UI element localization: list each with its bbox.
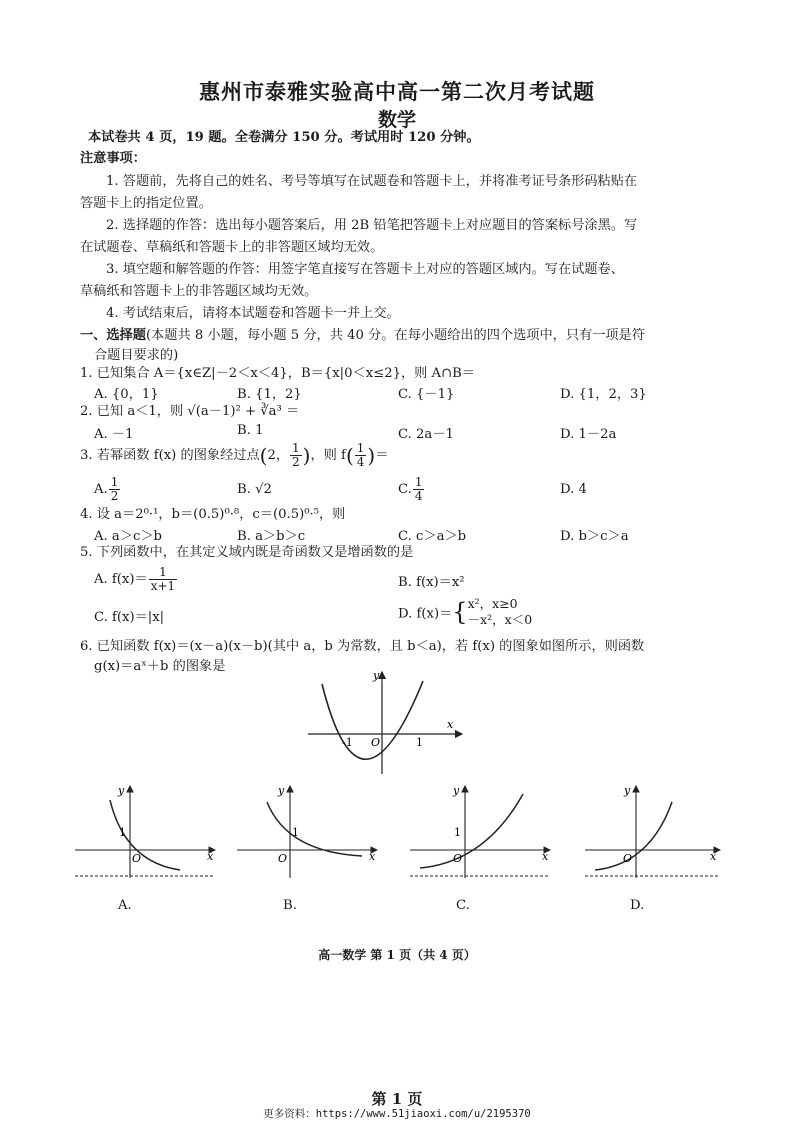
q1-stem: 1. 已知集合 A＝{x∈Z|－2＜x＜4}，B＝{x|0＜x≤2}，则 A∩B＝ xyxy=(80,366,475,381)
opt-c-tick-1: 1 xyxy=(454,826,461,839)
opt-d-y-label: y xyxy=(624,784,631,797)
q6-option-b-graph xyxy=(232,782,382,882)
more-resources-link[interactable]: 更多资料：https://www.51jiaoxi.com/u/2195370 xyxy=(263,1108,531,1120)
q6-stem-a: 6. 已知函数 f(x)＝(x－a)(x－b)(其中 a，b 为常数，且 b＜a)，若 f(x) 的图象如图所示，则函数 xyxy=(80,639,645,654)
q6-option-a-graph xyxy=(70,782,220,882)
q1-option-d: D. {1，2，3} xyxy=(560,387,647,402)
q4-stem: 4. 设 a＝2⁰·¹，b＝(0.5)⁰·⁸，c＝(0.5)⁰·⁵，则 xyxy=(80,507,346,522)
q3-stem-post: ＝ xyxy=(375,448,389,463)
q4-option-c: C. c＞a＞b xyxy=(398,529,467,544)
section-1-desc-b: 合题目要求的) xyxy=(94,348,179,363)
q3-option-b: B. √2 xyxy=(237,482,272,497)
opt-b-origin: O xyxy=(278,852,288,865)
q6-option-c-label: C. xyxy=(456,898,470,913)
q1-option-c: C. {－1} xyxy=(398,387,455,402)
q1-option-b: B. {1，2} xyxy=(237,387,302,402)
opt-c-y-label: y xyxy=(453,784,460,797)
section-1-heading: 一、选择题 xyxy=(80,328,146,343)
q5-option-a: A. f(x)＝ $\frac{1}{x+1}$ xyxy=(94,565,176,593)
page-footer: 高一数学 第 1 页（共 4 页） xyxy=(318,948,476,962)
q3-stem-pre: 3. 若幂函数 f(x) 的图象经过点 xyxy=(80,448,260,463)
q3-point-x: 2， xyxy=(267,448,290,463)
tick-1: 1 xyxy=(416,736,423,749)
notes-heading: 注意事项： xyxy=(80,151,146,166)
q6-option-a-label: A. xyxy=(118,898,132,913)
q2-option-c: C. 2a－1 xyxy=(398,427,454,442)
opt-b-tick-1: 1 xyxy=(292,826,299,839)
section-1-desc: (本题共 8 小题，每小题 5 分，共 40 分。在每小题给出的四个选项中，只有一项是符 xyxy=(145,328,645,343)
opt-b-x-label: x xyxy=(369,850,376,863)
subject-title: 数学 xyxy=(377,109,416,131)
q2-stem: 2. 已知 a＜1，则 √(a－1)² + ∛a³ ＝ xyxy=(80,404,300,419)
q3-arg-frac: $\frac{1}{4}$ xyxy=(356,441,365,469)
q6-option-b-label: B. xyxy=(283,898,297,913)
tick-neg1: -1 xyxy=(342,736,353,749)
q3-option-a: A. $\frac{1}{2}$ xyxy=(94,475,119,503)
q6-option-d-label: D. xyxy=(630,898,645,913)
q6-parabola-graph xyxy=(300,666,470,778)
opt-d-x-label: x xyxy=(710,850,717,863)
note-3b: 草稿纸和答题卡上的非答题区域均无效。 xyxy=(80,284,318,299)
q4-option-a: A. a＞c＞b xyxy=(94,529,162,544)
q4-option-d: D. b＞c＞a xyxy=(560,529,629,544)
q2-option-d: D. 1－2a xyxy=(560,427,617,442)
x-axis-label: x xyxy=(447,718,454,731)
q2-option-a: A. －1 xyxy=(94,427,134,442)
opt-b-y-label: y xyxy=(278,784,285,797)
q3-stem: 3. 若幂函数 f(x) 的图象经过点(2， $\frac{1}{2}$ )，则 f( $\frac{1}{4}$ )＝ xyxy=(80,441,389,469)
q5-stem: 5. 下列函数中，在其定义域内既是奇函数又是增函数的是 xyxy=(80,545,414,560)
note-1a: 1. 答题前，先将自己的姓名、考号等填写在试题卷和答题卡上，并将准考证号条形码粘贴在 xyxy=(106,174,638,189)
q5-option-c: C. f(x)＝|x| xyxy=(94,610,165,625)
note-2b: 在试题卷、草稿纸和答题卡上的非答题区域均无效。 xyxy=(80,240,384,255)
q6-option-d-graph xyxy=(580,782,730,882)
exam-title: 惠州市泰雅实验高中高一第二次月考试题 xyxy=(199,79,595,104)
note-3a: 3. 填空题和解答题的作答：用签字笔直接写在答题卡上对应的答题区域内。写在试题卷、 xyxy=(106,262,624,277)
opt-a-x-label: x xyxy=(207,850,214,863)
q3-stem-mid: ，则 f xyxy=(310,448,346,463)
q6-option-c-graph xyxy=(405,782,555,882)
origin-label: O xyxy=(371,736,381,749)
q6-stem-b: g(x)＝aˣ＋b 的图象是 xyxy=(94,659,226,674)
q5-option-b: B. f(x)＝x² xyxy=(398,575,465,590)
opt-a-y-label: y xyxy=(118,784,125,797)
q3-point-y-frac: $\frac{1}{2}$ xyxy=(292,441,300,469)
q4-option-b: B. a＞b＞c xyxy=(237,529,306,544)
y-axis-label: y xyxy=(373,669,380,682)
opt-c-origin: O xyxy=(453,852,463,865)
note-4: 4. 考试结束后，请将本试题卷和答题卡一并上交。 xyxy=(106,306,400,321)
q2-option-b: B. 1 xyxy=(237,423,264,438)
section-1-line-a xyxy=(80,326,645,346)
opt-a-tick-1: 1 xyxy=(119,826,126,839)
note-2a: 2. 选择题的作答：选出每小题答案后，用 2B 铅笔把答题卡上对应题目的答案标号涂黑。写 xyxy=(106,218,638,233)
opt-a-origin: O xyxy=(132,852,142,865)
q1-option-a: A. {0，1} xyxy=(94,387,159,402)
note-1b: 答题卡上的指定位置。 xyxy=(80,196,212,211)
q5-option-d: D. f(x)＝{ x²，x≥0 －x²，x＜0 xyxy=(398,596,533,627)
exam-info: 本试卷共 4 页，19 题。全卷满分 150 分。考试用时 120 分钟。 xyxy=(88,130,480,145)
q3-option-c: C. $\frac{1}{4}$ xyxy=(398,475,423,503)
opt-c-x-label: x xyxy=(542,850,549,863)
opt-d-origin: O xyxy=(623,852,633,865)
page-number: 第 1 页 xyxy=(371,1090,423,1108)
q3-option-d: D. 4 xyxy=(560,482,587,497)
